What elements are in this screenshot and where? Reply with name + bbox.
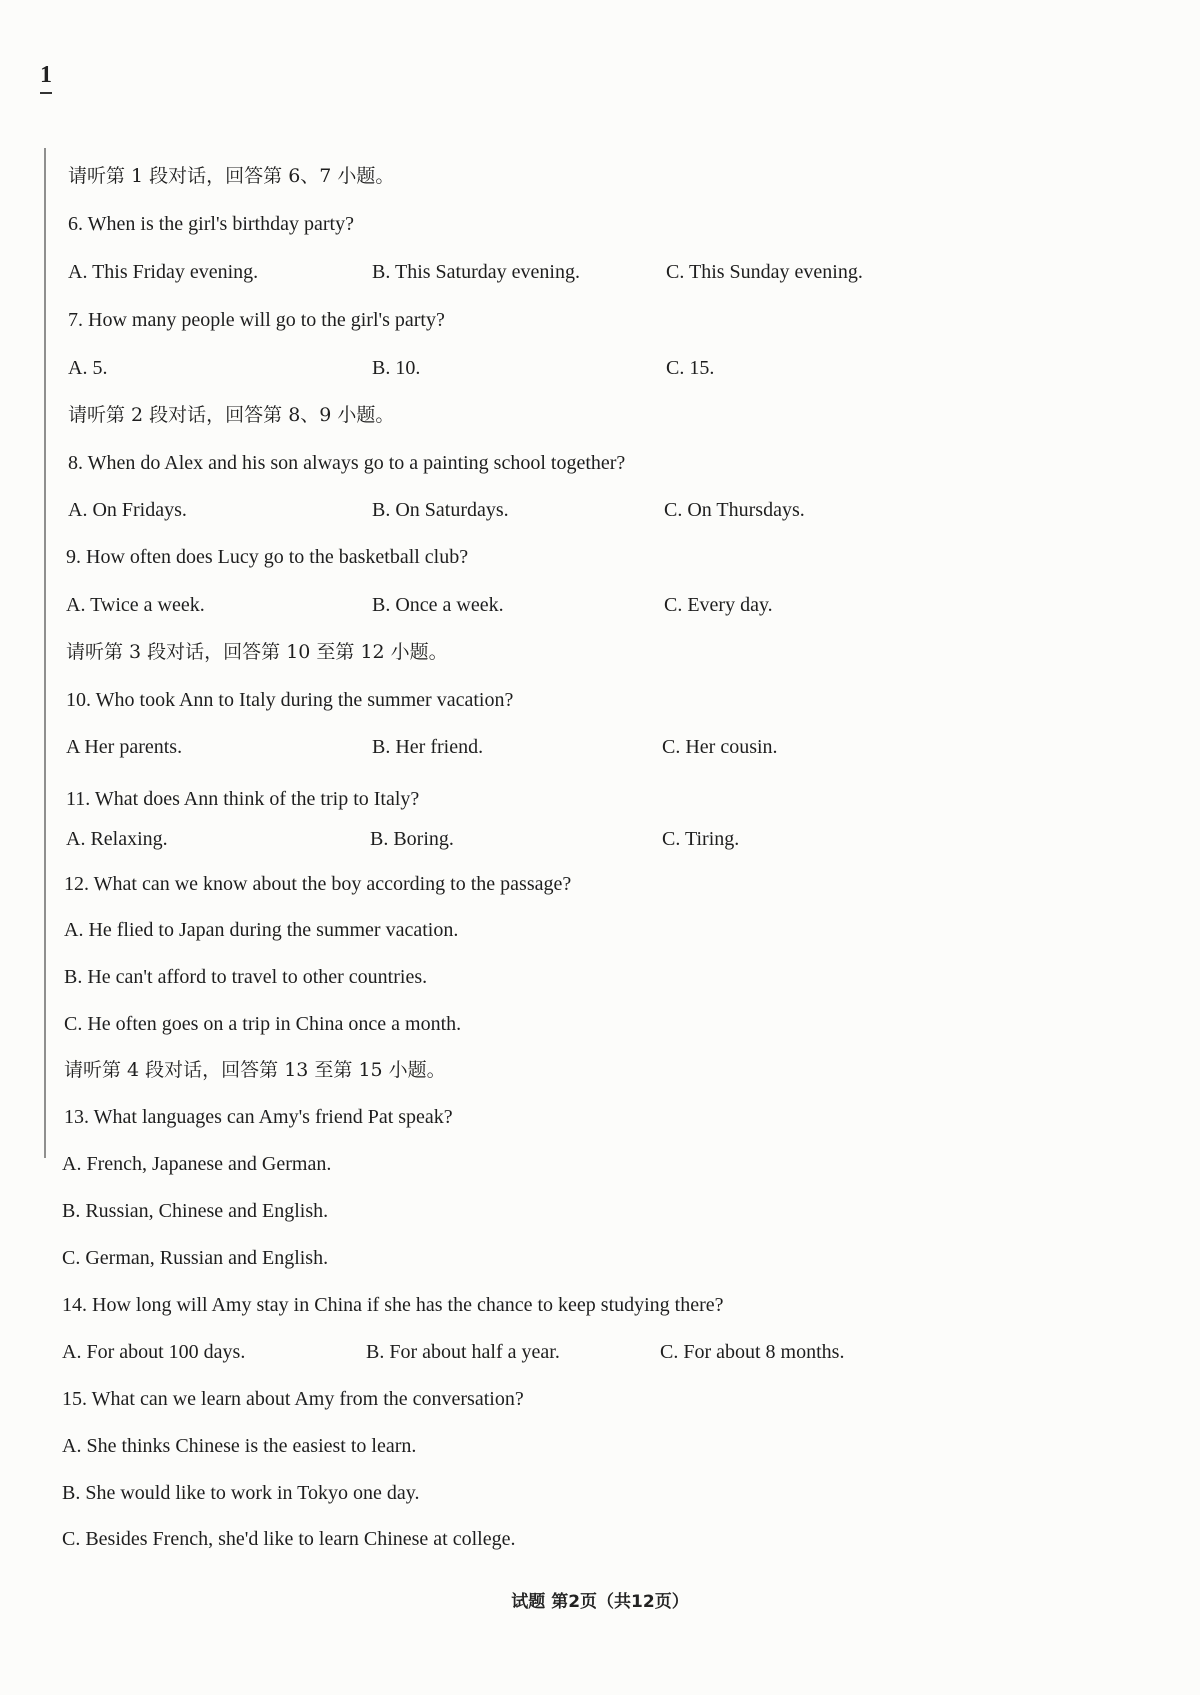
question-9-option-a: A. Twice a week. (66, 594, 205, 616)
question-10-option-a: A Her parents. (66, 736, 183, 758)
question-9-option-c: C. Every day. (664, 594, 773, 616)
question-7-option-a: A. 5. (68, 357, 108, 379)
question-8-option-b: B. On Saturdays. (372, 499, 509, 521)
question-12-option-b: B. He can't afford to travel to other countries. (64, 966, 428, 988)
question-11-option-b: B. Boring. (370, 828, 454, 850)
question-15-option-c: C. Besides French, she'd like to learn Chinese at college. (62, 1528, 516, 1550)
section-heading-4: 请听第 4 段对话，回答第 13 至第 15 小题。 (64, 1059, 446, 1081)
question-15-stem: 15. What can we learn about Amy from the conversation? (62, 1388, 524, 1410)
question-14-option-b: B. For about half a year. (366, 1341, 560, 1363)
page-footer: 试题 第2页（共12页） (511, 1592, 689, 1612)
question-7-option-b: B. 10. (372, 357, 421, 379)
question-6-option-a: A. This Friday evening. (68, 261, 259, 283)
question-13-option-a: A. French, Japanese and German. (62, 1153, 332, 1175)
question-12-stem: 12. What can we know about the boy according to the passage? (64, 873, 572, 895)
section-heading-3: 请听第 3 段对话，回答第 10 至第 12 小题。 (66, 641, 448, 663)
question-10-option-b: B. Her friend. (372, 736, 484, 758)
question-6-option-c: C. This Sunday evening. (666, 261, 863, 283)
question-6-stem: 6. When is the girl's birthday party? (68, 213, 354, 235)
question-12-option-a: A. He flied to Japan during the summer vacation. (64, 919, 459, 941)
question-6-option-b: B. This Saturday evening. (372, 261, 580, 283)
question-11-option-c: C. Tiring. (662, 828, 740, 850)
question-9-option-b: B. Once a week. (372, 594, 504, 616)
question-8-option-c: C. On Thursdays. (664, 499, 805, 521)
page-number-underline (40, 92, 52, 94)
question-11-option-a: A. Relaxing. (66, 828, 168, 850)
question-11-stem: 11. What does Ann think of the trip to Italy? (66, 788, 420, 810)
question-14-option-a: A. For about 100 days. (62, 1341, 246, 1363)
question-9-stem: 9. How often does Lucy go to the basketball club? (66, 546, 469, 568)
question-13-option-b: B. Russian, Chinese and English. (62, 1200, 329, 1222)
question-13-option-c: C. German, Russian and English. (62, 1247, 329, 1269)
section-heading-1: 请听第 1 段对话，回答第 6、7 小题。 (68, 165, 395, 187)
section-heading-2: 请听第 2 段对话，回答第 8、9 小题。 (68, 404, 395, 426)
question-8-option-a: A. On Fridays. (68, 499, 187, 521)
question-8-stem: 8. When do Alex and his son always go to a painting school together? (68, 452, 626, 474)
question-10-option-c: C. Her cousin. (662, 736, 778, 758)
question-15-option-a: A. She thinks Chinese is the easiest to learn. (62, 1435, 417, 1457)
question-14-stem: 14. How long will Amy stay in China if she has the chance to keep studying there? (62, 1294, 724, 1316)
question-10-stem: 10. Who took Ann to Italy during the summer vacation? (66, 689, 514, 711)
question-14-option-c: C. For about 8 months. (660, 1341, 845, 1363)
margin-line (44, 148, 46, 1158)
question-12-option-c: C. He often goes on a trip in China once a month. (64, 1013, 462, 1035)
question-7-option-c: C. 15. (666, 357, 715, 379)
question-13-stem: 13. What languages can Amy's friend Pat speak? (64, 1106, 453, 1128)
question-15-option-b: B. She would like to work in Tokyo one day. (62, 1482, 420, 1504)
page-number: 1 (40, 62, 52, 88)
question-7-stem: 7. How many people will go to the girl's party? (68, 309, 445, 331)
